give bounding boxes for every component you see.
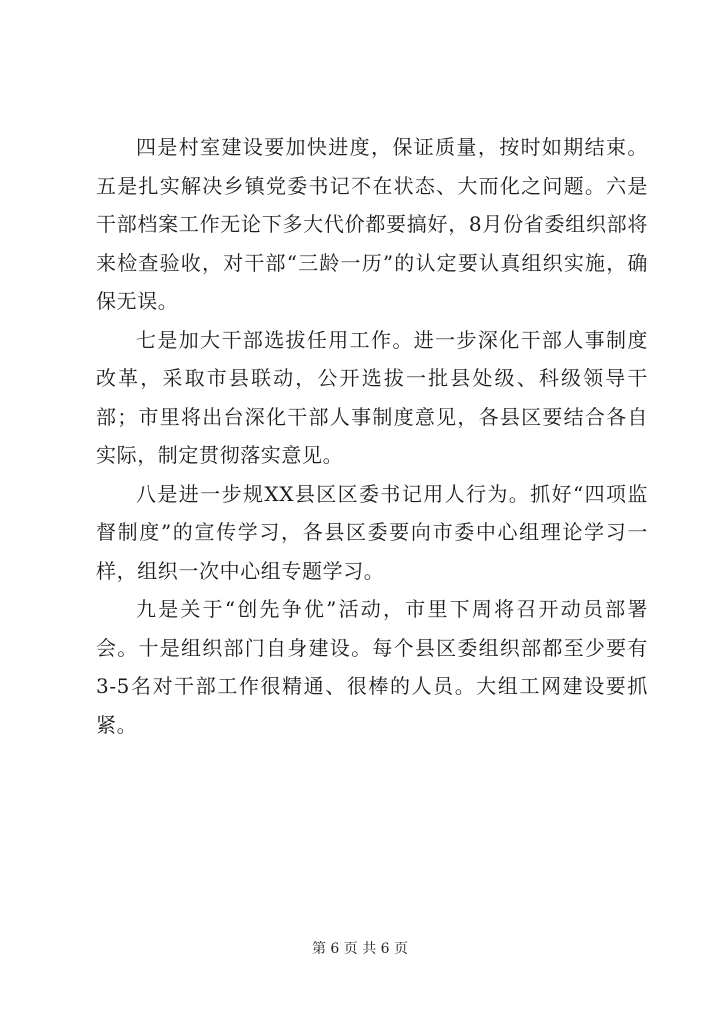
document-body	[96, 128, 648, 744]
page-number-footer: 第 6 页 共 6 页	[311, 941, 409, 957]
paragraph: 九是关于“创先争优”活动，市里下周将召开动员部署会。十是组织部门自身建设。每个县区委组织部都至少要有3-5名对干部工作很精通、很棒的人员。大组工网建设要抓紧。	[96, 597, 648, 737]
paragraph: 四是村室建设要加快进度，保证质量，按时如期结束。五是扎实解决乡镇党委书记不在状态、大而化之问题。六是干部档案工作无论下多大代价都要搞好，8月份省委组织部将来检查验收，对干部“三龄一历”的认定要认真组织实施，确保无误。	[96, 135, 648, 313]
paragraph: 八是进一步规XX县区区委书记用人行为。抓好“四项监督制度”的宣传学习，各县区委要向市委中心组理论学习一样，组织一次中心组专题学习。	[96, 481, 648, 583]
paragraph: 七是加大干部选拔任用工作。进一步深化干部人事制度改革，采取市县联动，公开选拔一批县处级、科级领导干部；市里将出台深化干部人事制度意见，各县区要结合各自实际，制定贯彻落实意见。	[96, 327, 648, 467]
